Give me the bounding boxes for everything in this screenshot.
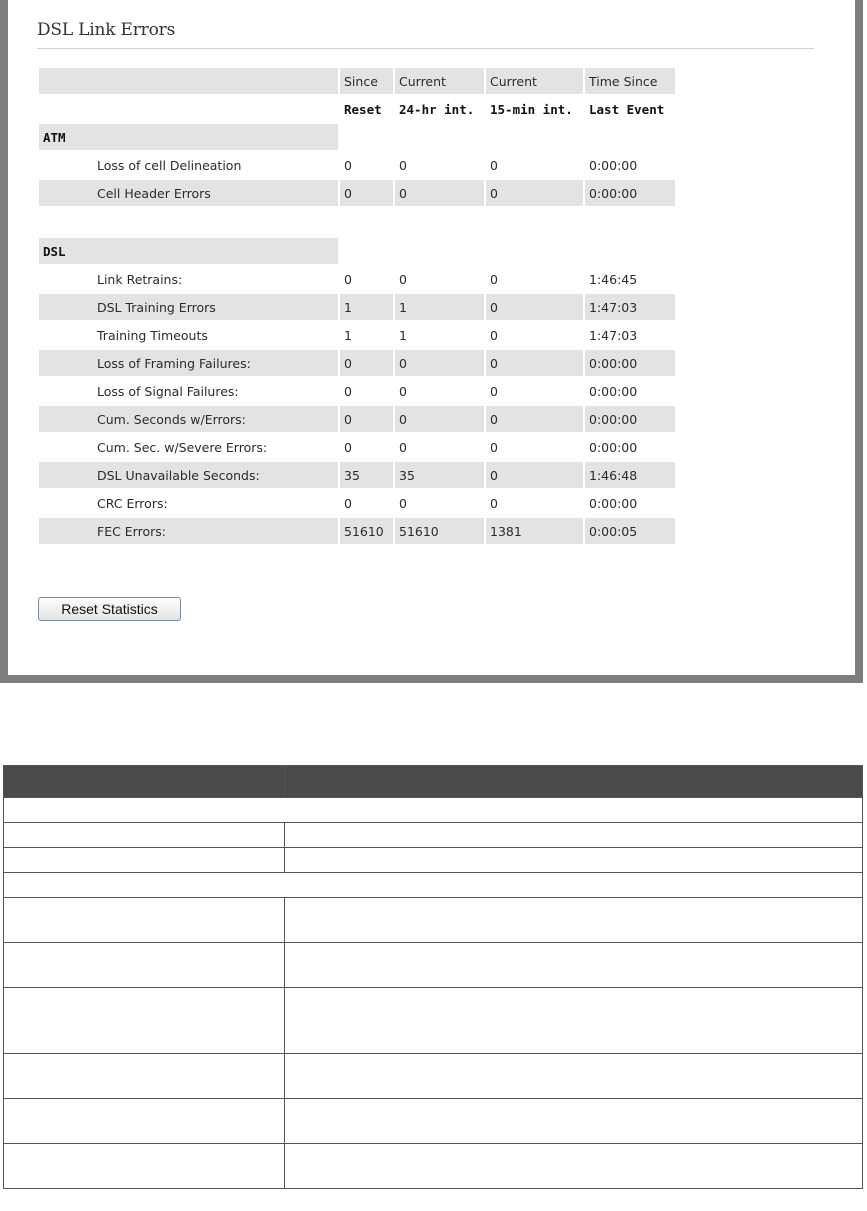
row-label: Training Timeouts (97, 327, 208, 343)
col-header-time-since: Time Since (585, 68, 675, 94)
value-time-since: 0:00:05 (585, 518, 675, 544)
value-time-since: 1:47:03 (585, 294, 675, 320)
row-label: DSL Unavailable Seconds: (39, 462, 338, 488)
value-since-reset: 0 (340, 406, 393, 432)
reference-header-right (285, 766, 863, 798)
table-row (39, 266, 675, 292)
row-label: Cum. Sec. w/Severe Errors: (97, 439, 268, 455)
section-label-dsl: DSL (39, 238, 338, 264)
table-row (39, 378, 675, 404)
value-24hr: 35 (395, 462, 484, 488)
table-row (39, 350, 675, 376)
reference-section-row (4, 798, 863, 823)
value-time-since: 0:00:00 (585, 180, 675, 206)
reference-row (4, 1099, 863, 1144)
table-row (39, 180, 675, 206)
table-row (39, 462, 675, 488)
spacer-row (39, 208, 675, 236)
value-24hr: 51610 (395, 518, 484, 544)
header-row-1 (39, 68, 675, 94)
value-time-since: 0:00:00 (585, 406, 675, 432)
reference-table (3, 765, 863, 1189)
row-label: Cum. Seconds w/Errors: (39, 406, 338, 432)
table-row (39, 406, 675, 432)
header-blank (39, 68, 338, 94)
row-label: Cell Header Errors (39, 180, 338, 206)
value-24hr: 1 (395, 294, 484, 320)
value-since-reset: 0 (344, 439, 352, 455)
value-24hr: 1 (399, 327, 407, 343)
value-24hr: 0 (395, 406, 484, 432)
value-since-reset: 0 (344, 383, 352, 399)
reference-row (4, 823, 863, 848)
reference-section-row (4, 873, 863, 898)
value-15min: 0 (486, 462, 583, 488)
reset-statistics-button[interactable]: Reset Statistics (38, 597, 181, 621)
reference-row (4, 943, 863, 988)
value-15min: 0 (486, 350, 583, 376)
value-time-since: 0:00:00 (589, 383, 638, 399)
row-label: Loss of Framing Failures: (39, 350, 338, 376)
col-subheader-last-event: Last Event (589, 101, 665, 117)
value-since-reset: 51610 (340, 518, 393, 544)
row-label: FEC Errors: (39, 518, 338, 544)
value-15min: 0 (490, 383, 498, 399)
row-label: CRC Errors: (97, 495, 168, 511)
value-24hr: 0 (395, 180, 484, 206)
col-subheader-reset: Reset (344, 101, 382, 117)
value-since-reset: 0 (344, 157, 352, 173)
value-15min: 0 (486, 294, 583, 320)
value-24hr: 0 (399, 439, 407, 455)
value-since-reset: 0 (344, 495, 352, 511)
reference-header-row (4, 766, 863, 798)
table-row (39, 518, 675, 544)
row-label: Loss of cell Delineation (97, 157, 242, 173)
value-time-since: 0:00:00 (589, 157, 638, 173)
row-label: DSL Training Errors (39, 294, 338, 320)
value-time-since: 1:47:03 (589, 327, 638, 343)
reference-row (4, 988, 863, 1054)
value-15min: 1381 (486, 518, 583, 544)
value-since-reset: 1 (344, 327, 352, 343)
value-24hr: 0 (399, 271, 407, 287)
value-time-since: 1:46:48 (585, 462, 675, 488)
value-time-since: 0:00:00 (589, 495, 638, 511)
value-since-reset: 0 (344, 271, 352, 287)
table-row (39, 294, 675, 320)
value-24hr: 0 (399, 157, 407, 173)
value-24hr: 0 (395, 350, 484, 376)
table-row (39, 322, 675, 348)
header-row-2 (39, 96, 675, 122)
value-since-reset: 1 (340, 294, 393, 320)
reference-row (4, 1054, 863, 1099)
value-since-reset: 35 (340, 462, 393, 488)
value-15min: 0 (490, 271, 498, 287)
reference-header-left (4, 766, 285, 798)
reference-row (4, 848, 863, 873)
col-header-current-24hr: Current (395, 68, 484, 94)
value-15min: 0 (490, 439, 498, 455)
dsl-link-errors-table (37, 66, 677, 546)
atm-section-row (39, 124, 675, 150)
value-24hr: 0 (399, 495, 407, 511)
reference-row (4, 1144, 863, 1189)
col-subheader-24hr: 24-hr int. (399, 101, 475, 117)
col-header-current-15min: Current (486, 68, 583, 94)
value-since-reset: 0 (340, 350, 393, 376)
section-label-atm: ATM (39, 124, 338, 150)
value-time-since: 0:00:00 (585, 350, 675, 376)
value-24hr: 0 (399, 383, 407, 399)
value-time-since: 1:46:45 (589, 271, 638, 287)
col-subheader-15min: 15-min int. (490, 101, 573, 117)
row-label: Link Retrains: (97, 271, 183, 287)
value-15min: 0 (490, 157, 498, 173)
page-title: DSL Link Errors (37, 20, 176, 40)
row-label: Loss of Signal Failures: (97, 383, 239, 399)
value-15min: 0 (486, 180, 583, 206)
value-15min: 0 (490, 495, 498, 511)
col-header-since-reset: Since (340, 68, 393, 94)
value-time-since: 0:00:00 (589, 439, 638, 455)
table-row (39, 490, 675, 516)
table-row (39, 152, 675, 178)
value-15min: 0 (486, 406, 583, 432)
value-15min: 0 (490, 327, 498, 343)
reference-row (4, 898, 863, 943)
value-since-reset: 0 (340, 180, 393, 206)
title-divider (37, 48, 814, 49)
dsl-section-row (39, 238, 675, 264)
table-row (39, 434, 675, 460)
